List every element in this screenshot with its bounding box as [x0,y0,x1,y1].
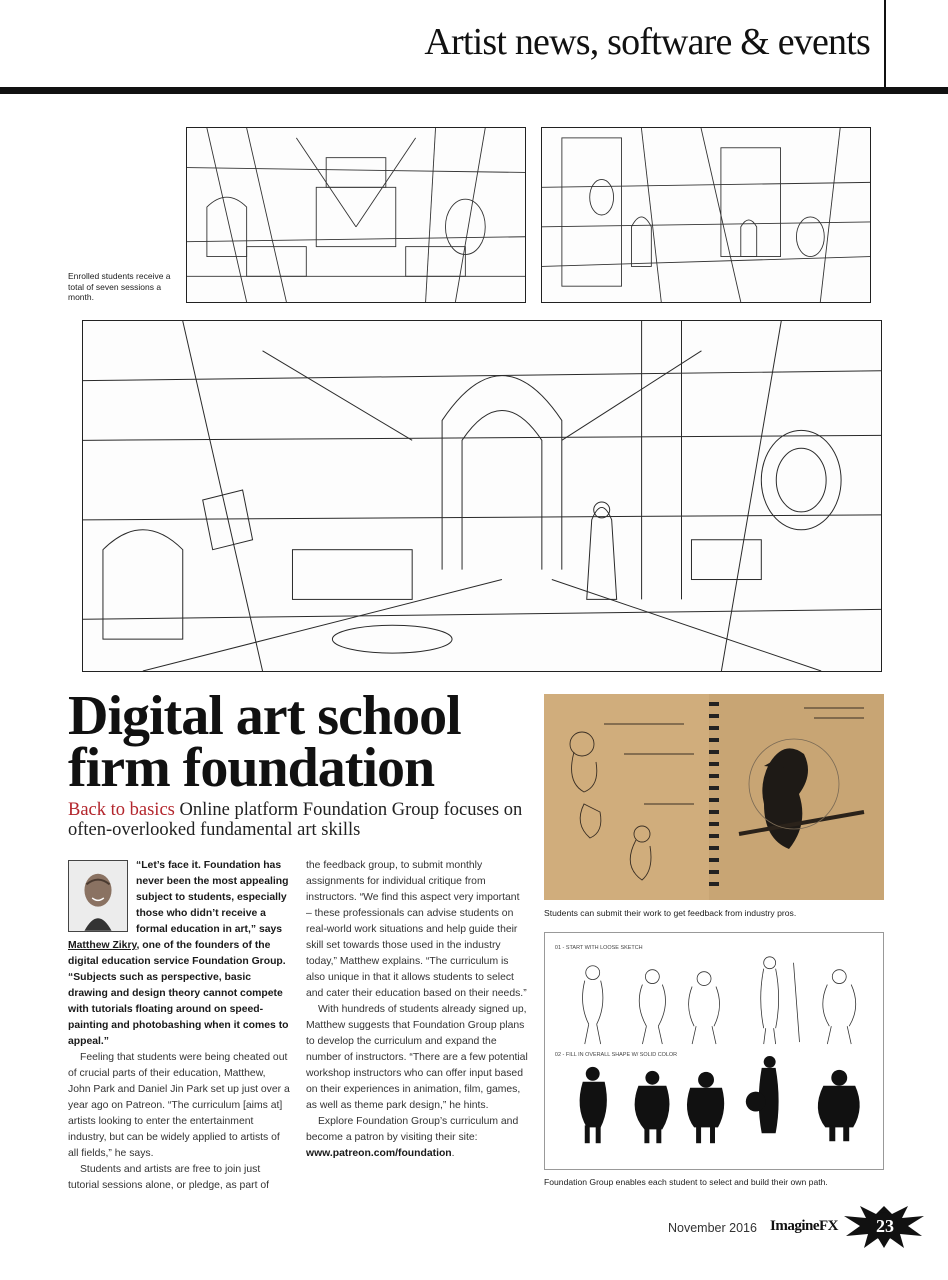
paragraph-4: With hundreds of students already signed up, Matthew suggests that Foundation Group plans to develop the curriculum and expand the number of instructors. “There are a few potential workshop instructors who can offer input based on their experiences in animation, film, games, as well as theme park design,” he hints. [306,1004,528,1111]
sketch-top-left [186,127,526,303]
figures-image [544,932,884,1170]
caption-figures: Foundation Group enables each student to select and build their own path. [544,1177,828,1187]
section-title: Artist news, software & events [424,21,870,63]
notebook-image [544,694,884,900]
sketch-top-right [541,127,871,303]
paragraph-2: Feeling that students were being cheated out of crucial parts of their education, Matthew, John Park and Daniel Jin Park set up just over a year ago on Patreon. “The curriculum [aims at] artists looking to enter the entertainment industry, but can be widely applied to artists of all fields,” he says. [68,1052,290,1159]
header-rule [0,87,948,94]
paragraph-5: Explore Foundation Group’s curriculum and become a patron by visiting their site: www.patreon.com/foundation. [306,1116,519,1159]
sketch-main [82,320,882,672]
paragraph-5-text: Explore Foundation Group’s curriculum and become a patron by visiting their site: [306,1116,519,1143]
article-column-2 [306,858,528,1162]
author-portrait [68,860,128,932]
header-divider [884,0,886,88]
article-kicker: Back to basics [68,800,175,820]
article-standfirst [68,800,538,840]
patreon-link[interactable]: www.patreon.com/foundation [306,1148,452,1159]
caption-notebook: Students can submit their work to get feedback from industry pros. [544,908,797,918]
article-headline: Digital art school firm foundation [68,685,461,799]
quote-lead: “Let’s face it. Foundation has never been the most appealing subject to students, especially those who didn’t receive a formal education in art,” says [136,860,289,935]
issue-date: November 2016 [668,1221,757,1235]
magazine-logo: ImagineFX [770,1218,838,1234]
standfirst-text: Online platform Foundation Group focuses on often-overlooked fundamental art skills [68,800,523,840]
quote-name: Matthew Zikry [68,940,137,951]
figure-label-row1: 01 - START WITH LOOSE SKETCH [554,944,643,951]
page-number: 23 [876,1216,894,1236]
paragraph-3: Students and artists are free to join just tutorial sessions alone, or pledge, as part of [68,1164,270,1191]
quote-tail: , one of the founders of the digital education service Foundation Group. “Subjects such as perspective, basic drawing and design theory cannot compete with tutorials floating around on speed-painting and photobashing when it comes to appeal.” [68,940,289,1047]
caption-enrolled: Enrolled students receive a total of seven sessions a month. [68,271,171,302]
paragraph-3-continued: the feedback group, to submit monthly assignments for individual critique from instructors. “We find this aspect very important – these professionals can advise students on real-world work situations and help guide their skill set towards those used in the industry today,” Matthew explains. “The curriculum is also unique in that it allows students to select and cater their education based on their needs.” [306,860,527,999]
figure-label-row2: 02 - FILL IN OVERALL SHAPE W/ SOLID COLOR [554,1051,678,1058]
article-column-1 [68,858,290,1194]
